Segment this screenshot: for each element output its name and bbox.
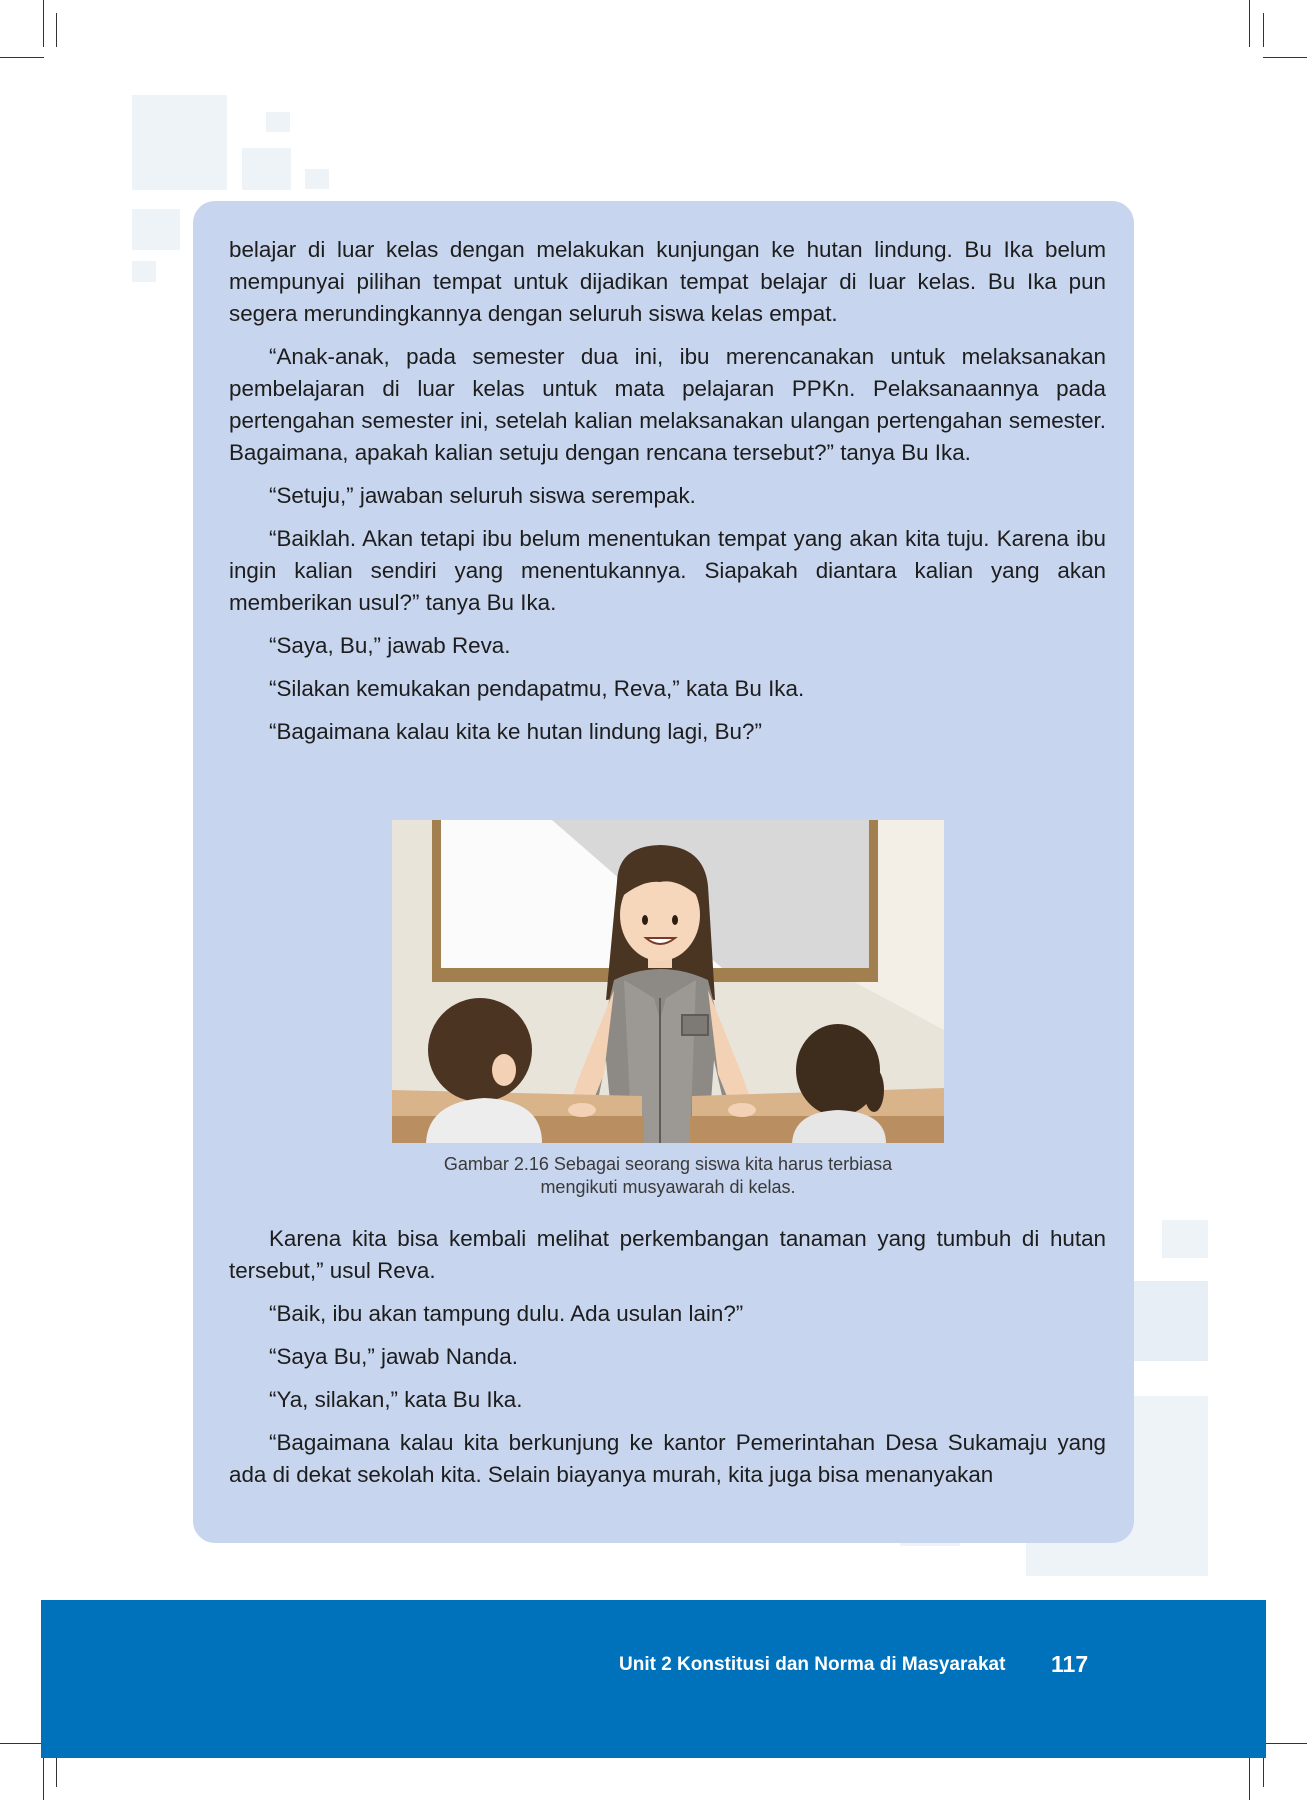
- paragraph: “Ya, silakan,” kata Bu Ika.: [269, 1387, 523, 1412]
- decor-square: [132, 261, 156, 282]
- crop-mark: [0, 57, 44, 58]
- crop-mark: [1263, 1743, 1307, 1744]
- classroom-illustration: [392, 820, 944, 1143]
- footer-unit-title: Unit 2 Konstitusi dan Norma di Masyarakat: [619, 1654, 1006, 1675]
- crop-mark: [56, 1753, 57, 1787]
- decor-square: [132, 95, 227, 190]
- story-text-top: [229, 234, 1106, 759]
- decor-square: [266, 112, 290, 132]
- paragraph: belajar di luar kelas dengan melakukan kunjungan ke hutan lindung. Bu Ika belum mempunyai pilihan tempat untuk dijadikan tempat belajar di luar kelas. Bu Ika pun segera merundingkannya dengan seluruh siswa kelas empat.: [229, 237, 1106, 326]
- paragraph: “Baiklah. Akan tetapi ibu belum menentukan tempat yang akan kita tuju. Karena ibu ingin kalian sendiri yang menentukannya. Siapakah diantara kalian yang akan memberikan usul?” tanya Bu Ika.: [229, 526, 1106, 615]
- page-number: 117: [1051, 1651, 1089, 1677]
- paragraph: “Setuju,” jawaban seluruh siswa serempak.: [269, 483, 696, 508]
- paragraph: “Saya, Bu,” jawab Reva.: [269, 633, 511, 658]
- paragraph: “Bagaimana kalau kita berkunjung ke kantor Pemerintahan Desa Sukamaju yang ada di dekat sekolah kita. Selain biayanya murah, kita juga bisa menanyakan: [229, 1430, 1106, 1487]
- paragraph: Karena kita bisa kembali melihat perkembangan tanaman yang tumbuh di hutan tersebut,” usul Reva.: [229, 1226, 1106, 1283]
- crop-mark: [0, 1743, 44, 1744]
- caption-line: Gambar 2.16 Sebagai seorang siswa kita harus terbiasa: [443, 1154, 893, 1174]
- crop-mark: [43, 0, 44, 47]
- crop-mark: [1263, 1753, 1264, 1787]
- footer-band: [41, 1600, 1266, 1758]
- figure-caption: [392, 1153, 944, 1199]
- crop-mark: [1249, 0, 1250, 47]
- paragraph: “Silakan kemukakan pendapatmu, Reva,” kata Bu Ika.: [269, 676, 805, 701]
- story-text-bottom: [229, 1223, 1106, 1502]
- decor-square: [242, 148, 291, 190]
- decor-square: [1162, 1220, 1208, 1258]
- paragraph: “Baik, ibu akan tampung dulu. Ada usulan lain?”: [269, 1301, 744, 1326]
- decor-square: [305, 169, 329, 189]
- crop-mark: [1263, 13, 1264, 47]
- paragraph: “Saya Bu,” jawab Nanda.: [269, 1344, 518, 1369]
- crop-mark: [1249, 1753, 1250, 1800]
- crop-mark: [43, 1753, 44, 1800]
- paragraph: “Bagaimana kalau kita ke hutan lindung lagi, Bu?”: [269, 719, 762, 744]
- decor-square: [132, 209, 180, 250]
- crop-mark: [1263, 57, 1307, 58]
- caption-line: mengikuti musyawarah di kelas.: [540, 1177, 796, 1197]
- paragraph: “Anak-anak, pada semester dua ini, ibu merencanakan untuk melaksanakan pembelajaran di luar kelas untuk mata pelajaran PPKn. Pelaksanaannya pada pertengahan semester ini, setelah kalian melaksanakan ulangan pertengahan semester. Bagaimana, apakah kalian setuju dengan rencana tersebut?” tanya Bu Ika.: [229, 344, 1106, 465]
- crop-mark: [56, 13, 57, 47]
